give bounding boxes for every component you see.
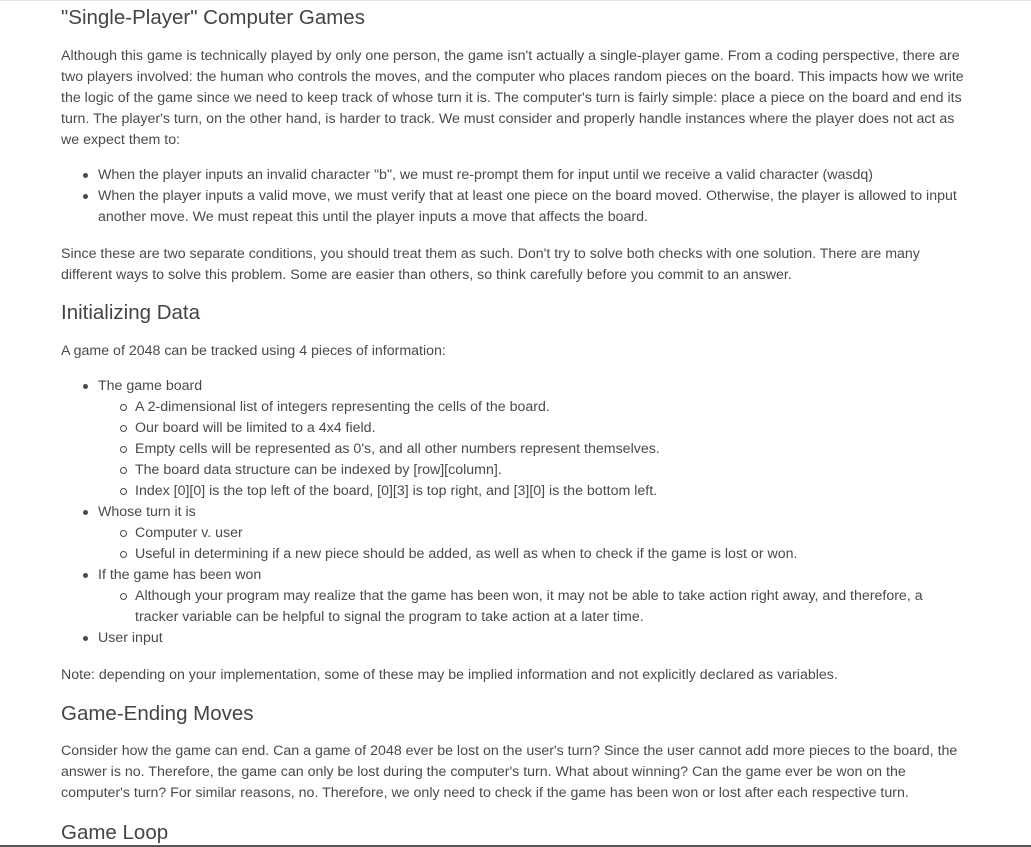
sub-list-item: Index [0][0] is the top left of the board, [0][3] is top right, and [3][0] is the bottom left. bbox=[61, 481, 973, 502]
sub-list-item: Useful in determining if a new piece should be added, as well as when to check if the game is lost or won. bbox=[61, 544, 973, 565]
list-item: The game board bbox=[61, 376, 973, 397]
single-player-closing-paragraph: Since these are two separate conditions, you should treat them as such. Don't try to solve both checks with one solution. There are many different ways to solve this problem. Some are easier than others, so think carefully before you commit to an answer. bbox=[61, 246, 920, 283]
section-heading-single-player: "Single-Player" Computer Games bbox=[61, 6, 365, 29]
list-item: When the player inputs an invalid character "b", we must re-prompt them for input until we receive a valid character (wasdq) bbox=[61, 165, 973, 186]
initializing-info-list bbox=[61, 376, 973, 649]
section-heading-game-loop: Game Loop bbox=[61, 821, 169, 844]
section-heading-game-ending-moves: Game-Ending Moves bbox=[61, 702, 254, 725]
single-player-intro-paragraph: Although this game is technically played by only one person, the game isn't actually a single-player game. From a coding perspective, there are two players involved: the human who controls the moves, and the computer who places random pieces on the board. This impacts how we write the logic of the game since we need to keep track of whose turn it is. The computer's turn is fairly simple: place a piece on the board and end its turn. The player's turn, on the other hand, is harder to track. We must consider and properly handle instances where the player does not act as we expect them to: bbox=[61, 48, 964, 148]
top-divider bbox=[0, 0, 1031, 1]
sub-list-item: Although your program may realize that the game has been won, it may not be able to take action right away, and therefore, a tracker variable can be helpful to signal the program to take action at a later time. bbox=[61, 586, 973, 628]
sub-list-item: Empty cells will be represented as 0's, and all other numbers represent themselves. bbox=[61, 439, 973, 460]
sub-list-item: Computer v. user bbox=[61, 523, 973, 544]
list-item: When the player inputs a valid move, we must verify that at least one piece on the board moved. Otherwise, the player is allowed to input another move. We must repeat this until the player inputs a move that affects the board. bbox=[61, 186, 973, 228]
single-player-bullet-list bbox=[61, 165, 973, 228]
initializing-note-paragraph: Note: depending on your implementation, some of these may be implied information and not explicitly declared as variables. bbox=[61, 667, 838, 683]
sub-list-item: The board data structure can be indexed by [row][column]. bbox=[61, 460, 973, 481]
section-heading-initializing-data: Initializing Data bbox=[61, 301, 201, 324]
sub-list-item: A 2-dimensional list of integers representing the cells of the board. bbox=[61, 397, 973, 418]
list-item: User input bbox=[61, 628, 973, 649]
sub-list-item: Our board will be limited to a 4x4 field. bbox=[61, 418, 973, 439]
list-item: Whose turn it is bbox=[61, 502, 973, 523]
initializing-intro-paragraph: A game of 2048 can be tracked using 4 pieces of information: bbox=[61, 343, 446, 359]
game-ending-paragraph: Consider how the game can end. Can a game of 2048 ever be lost on the user's turn? Since the user cannot add more pieces to the board, the answer is no. Therefore, the game can only be lost during the computer's turn. What about winning? Can the game ever be won on the computer's turn? For similar reasons, no. Therefore, we only need to check if the game has been won or lost after each respective turn. bbox=[61, 743, 958, 801]
list-item: If the game has been won bbox=[61, 565, 973, 586]
